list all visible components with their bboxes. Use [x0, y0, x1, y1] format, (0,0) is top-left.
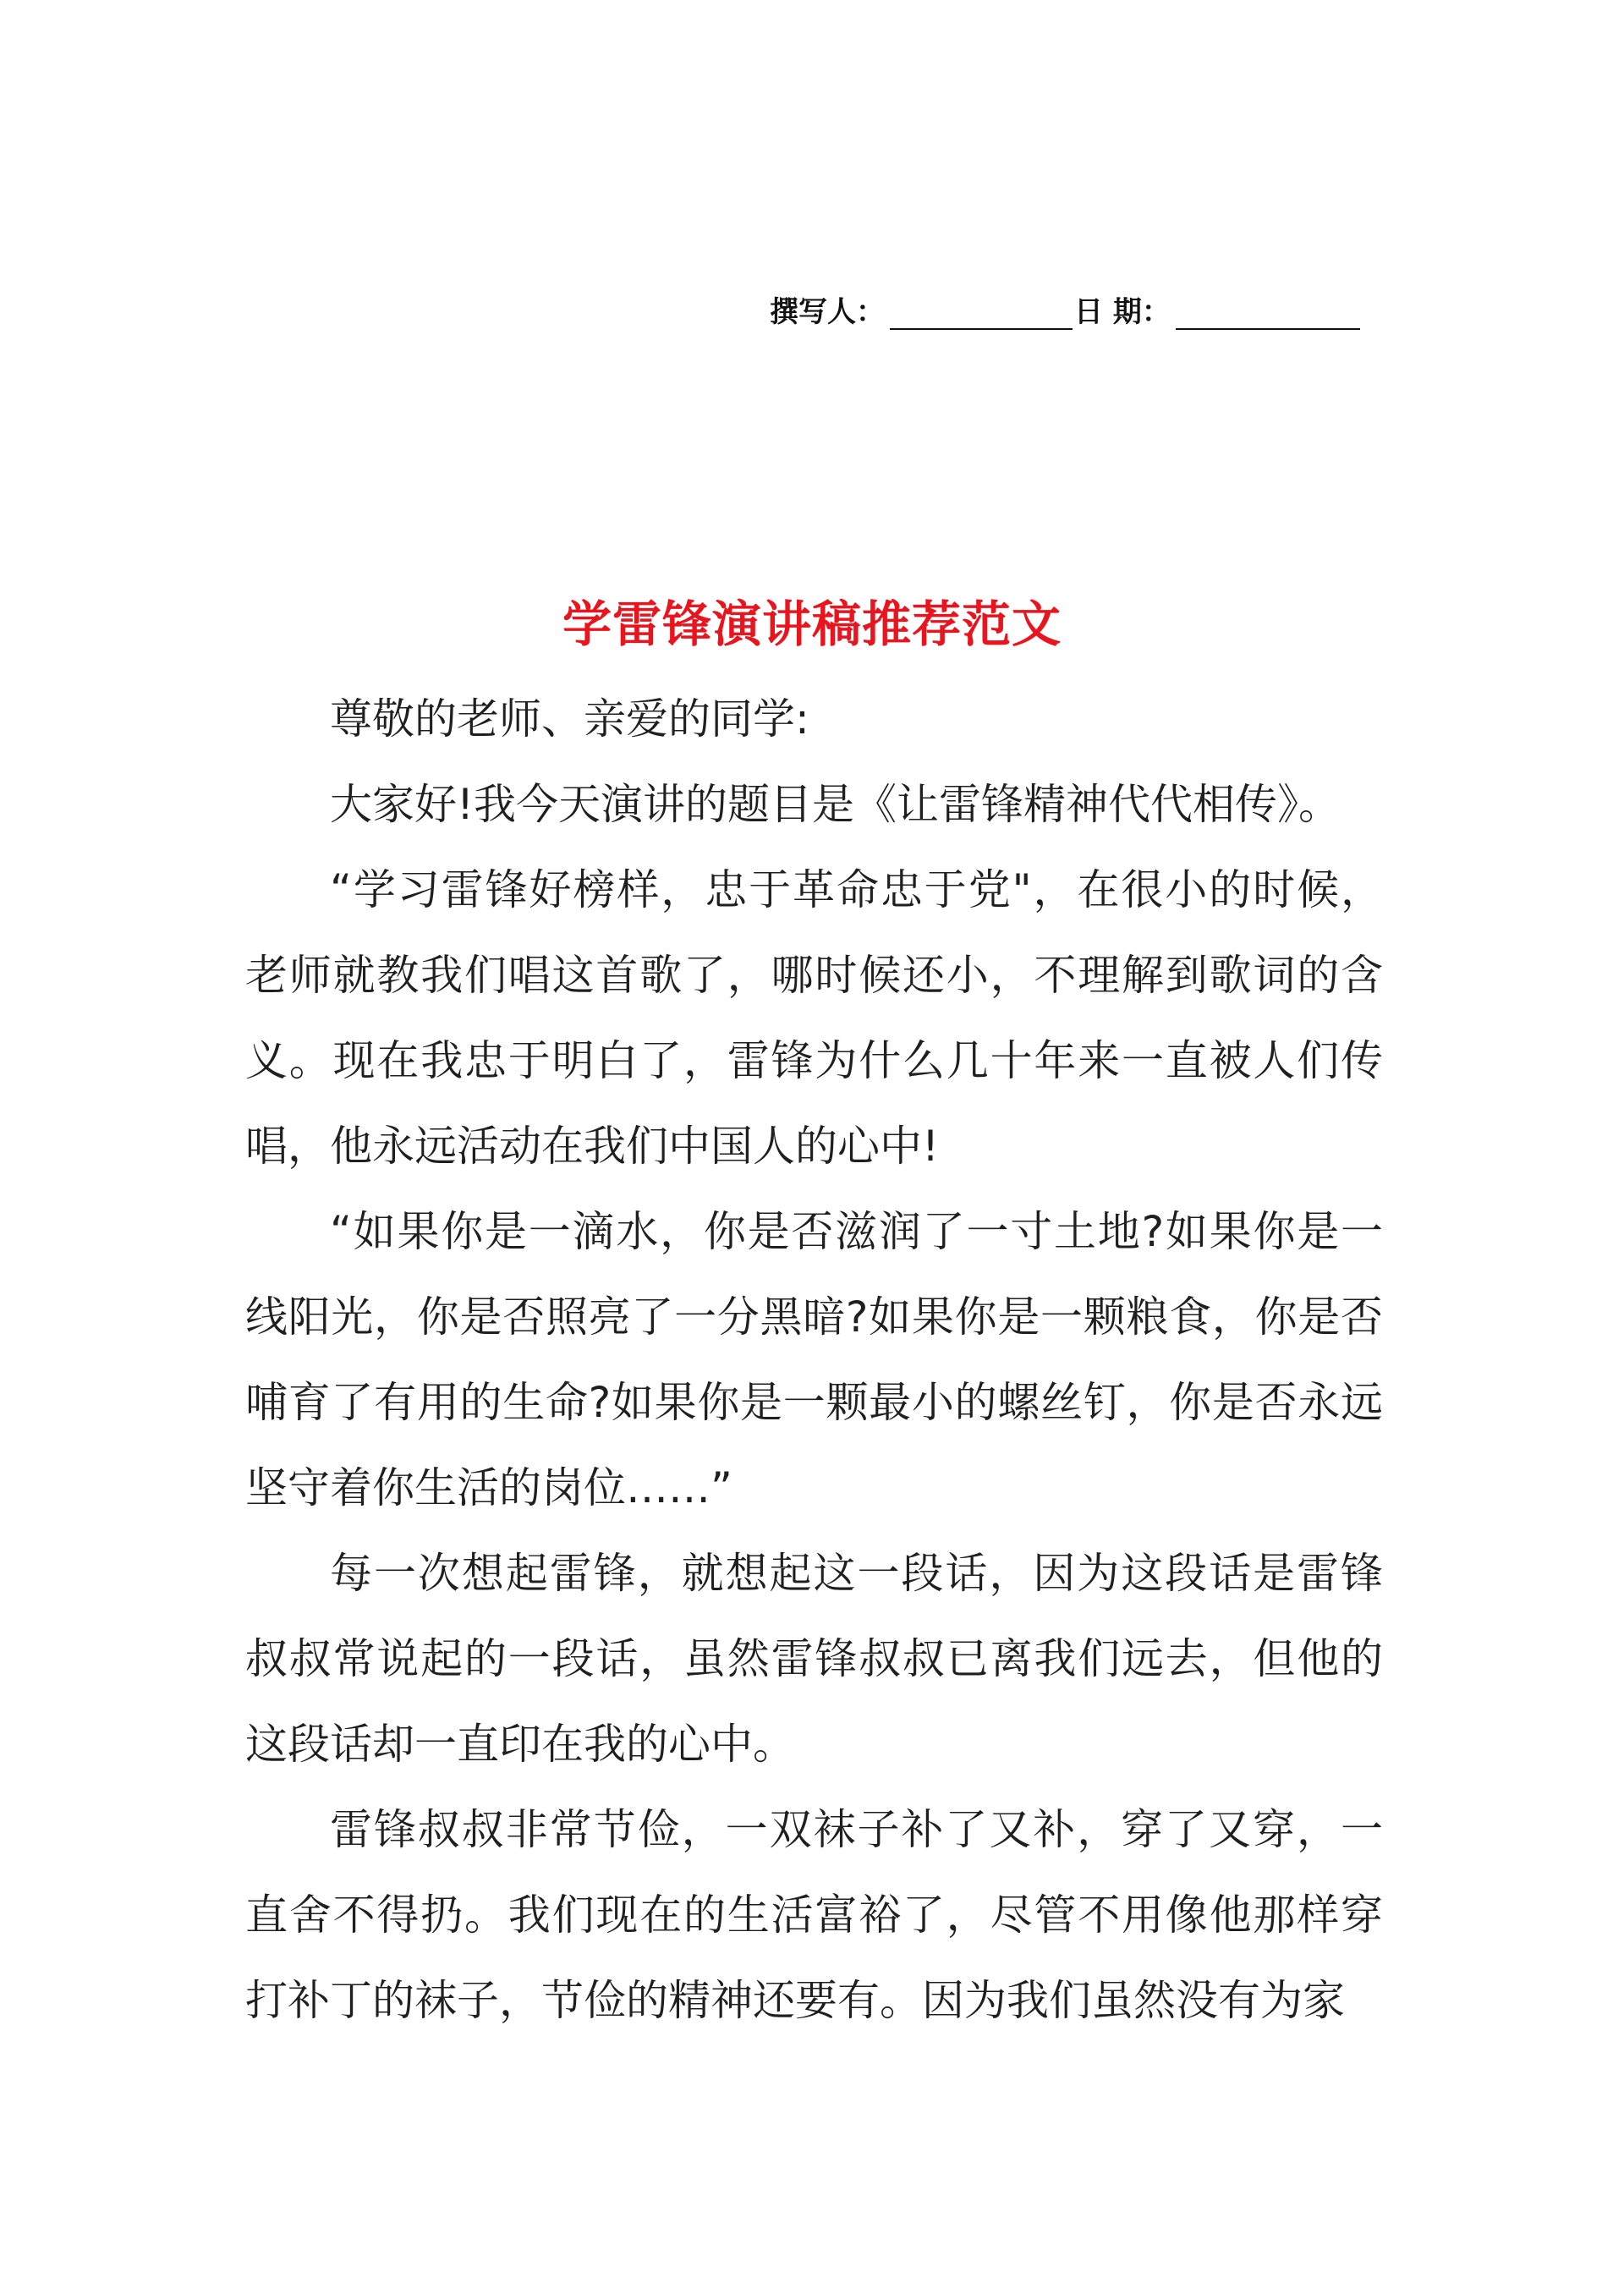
author-label: 撰写人：	[770, 295, 885, 329]
body-paragraph: 大家好!我今天演讲的题目是《让雷锋精神代代相传》。	[330, 780, 1341, 829]
document-title: 学雷锋演讲稿推荐范文	[562, 595, 1062, 653]
body-paragraph: 每一次想起雷锋，就想起这一段话，因为这段话是雷锋叔叔常说起的一段话，虽然雷锋叔叔已离我们远去，但他的这段话却一直印在我的心中。	[245, 1549, 1383, 1769]
author-blank-line	[890, 296, 1073, 330]
body-paragraph: 雷锋叔叔非常节俭，一双袜子补了又补，穿了又穿，一直舍不得扔。我们现在的生活富裕了，尽管不用像他那样穿打补丁的袜子，节俭的精神还要有。因为我们虽然没有为家	[245, 1805, 1383, 2025]
body-paragraph: “如果你是一滴水，你是否滋润了一寸土地?如果你是一线阳光，你是否照亮了一分黑暗?如果你是一颗粮食，你是否哺育了有用的生命?如果你是一颗最小的螺丝钉，你是否永远坚守着你生活的岗位……”	[245, 1207, 1383, 1512]
date-label: 日 期：	[1074, 295, 1171, 329]
body-paragraph: “学习雷锋好榜样，忠于革命忠于党"，在很小的时候，老师就教我们唱这首歌了，哪时候还小，不理解到歌词的含义。现在我忠于明白了，雷锋为什么几十年来一直被人们传唱，他永远活动在我们中国人的心中!	[245, 865, 1383, 1171]
document-body	[245, 677, 1383, 2044]
date-blank-line	[1176, 296, 1360, 330]
salutation-paragraph: 尊敬的老师、亲爱的同学:	[330, 694, 809, 744]
document-header	[770, 279, 1387, 330]
